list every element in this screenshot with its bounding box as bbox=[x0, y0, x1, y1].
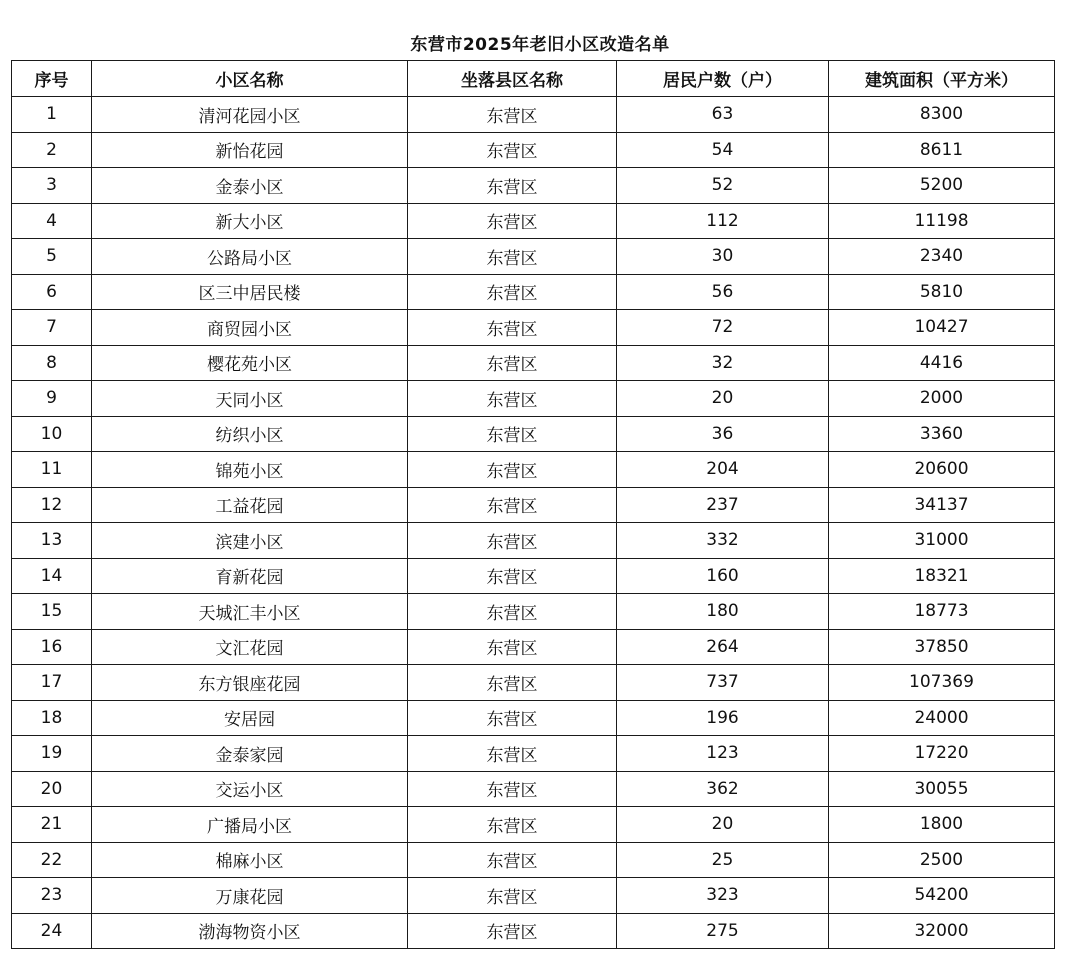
header-district-name: 坐落县区名称 bbox=[408, 61, 617, 97]
cell-district-name: 东营区 bbox=[408, 132, 617, 168]
cell-serial-number: 14 bbox=[12, 558, 92, 594]
header-community-name: 小区名称 bbox=[92, 61, 408, 97]
table-row bbox=[12, 736, 1055, 772]
table-body bbox=[12, 97, 1055, 949]
cell-serial-number: 12 bbox=[12, 487, 92, 523]
cell-serial-number: 3 bbox=[12, 168, 92, 204]
cell-district-name: 东营区 bbox=[408, 381, 617, 417]
cell-floor-area: 30055 bbox=[829, 771, 1055, 807]
cell-serial-number: 19 bbox=[12, 736, 92, 772]
cell-community-name: 棉麻小区 bbox=[92, 842, 408, 878]
cell-community-name: 滨建小区 bbox=[92, 523, 408, 559]
cell-district-name: 东营区 bbox=[408, 665, 617, 701]
cell-community-name: 万康花园 bbox=[92, 878, 408, 914]
cell-district-name: 东营区 bbox=[408, 239, 617, 275]
cell-district-name: 东营区 bbox=[408, 487, 617, 523]
cell-floor-area: 10427 bbox=[829, 310, 1055, 346]
table-row bbox=[12, 842, 1055, 878]
cell-district-name: 东营区 bbox=[408, 558, 617, 594]
cell-households: 20 bbox=[617, 807, 829, 843]
cell-households: 32 bbox=[617, 345, 829, 381]
cell-households: 323 bbox=[617, 878, 829, 914]
cell-district-name: 东营区 bbox=[408, 842, 617, 878]
document-title: 东营市2025年老旧小区改造名单 bbox=[410, 35, 670, 55]
cell-households: 737 bbox=[617, 665, 829, 701]
table-row bbox=[12, 594, 1055, 630]
cell-floor-area: 5810 bbox=[829, 274, 1055, 310]
cell-serial-number: 5 bbox=[12, 239, 92, 275]
cell-households: 20 bbox=[617, 381, 829, 417]
cell-district-name: 东营区 bbox=[408, 345, 617, 381]
cell-serial-number: 17 bbox=[12, 665, 92, 701]
table-row bbox=[12, 452, 1055, 488]
cell-floor-area: 18773 bbox=[829, 594, 1055, 630]
cell-households: 180 bbox=[617, 594, 829, 630]
table-row bbox=[12, 97, 1055, 133]
table-row bbox=[12, 239, 1055, 275]
cell-community-name: 交运小区 bbox=[92, 771, 408, 807]
cell-community-name: 新大小区 bbox=[92, 203, 408, 239]
table-row bbox=[12, 487, 1055, 523]
cell-households: 275 bbox=[617, 913, 829, 949]
cell-households: 204 bbox=[617, 452, 829, 488]
cell-community-name: 樱花苑小区 bbox=[92, 345, 408, 381]
cell-floor-area: 5200 bbox=[829, 168, 1055, 204]
cell-district-name: 东营区 bbox=[408, 452, 617, 488]
cell-district-name: 东营区 bbox=[408, 629, 617, 665]
cell-district-name: 东营区 bbox=[408, 736, 617, 772]
cell-serial-number: 22 bbox=[12, 842, 92, 878]
cell-district-name: 东营区 bbox=[408, 878, 617, 914]
table-row bbox=[12, 913, 1055, 949]
cell-district-name: 东营区 bbox=[408, 203, 617, 239]
cell-community-name: 纺织小区 bbox=[92, 416, 408, 452]
cell-community-name: 金泰家园 bbox=[92, 736, 408, 772]
cell-floor-area: 107369 bbox=[829, 665, 1055, 701]
table-row bbox=[12, 203, 1055, 239]
cell-floor-area: 37850 bbox=[829, 629, 1055, 665]
cell-households: 362 bbox=[617, 771, 829, 807]
cell-community-name: 锦苑小区 bbox=[92, 452, 408, 488]
cell-households: 72 bbox=[617, 310, 829, 346]
table-row bbox=[12, 274, 1055, 310]
table-row bbox=[12, 771, 1055, 807]
cell-district-name: 东营区 bbox=[408, 416, 617, 452]
cell-district-name: 东营区 bbox=[408, 523, 617, 559]
cell-serial-number: 2 bbox=[12, 132, 92, 168]
cell-households: 332 bbox=[617, 523, 829, 559]
cell-serial-number: 18 bbox=[12, 700, 92, 736]
cell-community-name: 育新花园 bbox=[92, 558, 408, 594]
header-floor-area: 建筑面积（平方米） bbox=[829, 61, 1055, 97]
table-row bbox=[12, 878, 1055, 914]
cell-floor-area: 8300 bbox=[829, 97, 1055, 133]
table-row bbox=[12, 665, 1055, 701]
cell-district-name: 东营区 bbox=[408, 274, 617, 310]
table-row bbox=[12, 310, 1055, 346]
cell-community-name: 广播局小区 bbox=[92, 807, 408, 843]
cell-community-name: 渤海物资小区 bbox=[92, 913, 408, 949]
table-header-row bbox=[12, 61, 1055, 97]
cell-serial-number: 9 bbox=[12, 381, 92, 417]
cell-serial-number: 16 bbox=[12, 629, 92, 665]
cell-serial-number: 11 bbox=[12, 452, 92, 488]
renovation-list-table bbox=[11, 60, 1055, 949]
cell-community-name: 工益花园 bbox=[92, 487, 408, 523]
cell-district-name: 东营区 bbox=[408, 807, 617, 843]
cell-households: 52 bbox=[617, 168, 829, 204]
cell-community-name: 公路局小区 bbox=[92, 239, 408, 275]
cell-community-name: 金泰小区 bbox=[92, 168, 408, 204]
cell-floor-area: 34137 bbox=[829, 487, 1055, 523]
table-row bbox=[12, 629, 1055, 665]
cell-serial-number: 20 bbox=[12, 771, 92, 807]
cell-households: 36 bbox=[617, 416, 829, 452]
cell-community-name: 清河花园小区 bbox=[92, 97, 408, 133]
cell-serial-number: 23 bbox=[12, 878, 92, 914]
cell-district-name: 东营区 bbox=[408, 700, 617, 736]
cell-serial-number: 6 bbox=[12, 274, 92, 310]
cell-floor-area: 18321 bbox=[829, 558, 1055, 594]
cell-serial-number: 4 bbox=[12, 203, 92, 239]
table-row bbox=[12, 807, 1055, 843]
table-row bbox=[12, 168, 1055, 204]
cell-floor-area: 54200 bbox=[829, 878, 1055, 914]
cell-households: 237 bbox=[617, 487, 829, 523]
cell-floor-area: 2000 bbox=[829, 381, 1055, 417]
cell-households: 25 bbox=[617, 842, 829, 878]
table-row bbox=[12, 381, 1055, 417]
cell-community-name: 区三中居民楼 bbox=[92, 274, 408, 310]
cell-community-name: 文汇花园 bbox=[92, 629, 408, 665]
table-row bbox=[12, 523, 1055, 559]
cell-district-name: 东营区 bbox=[408, 168, 617, 204]
cell-serial-number: 13 bbox=[12, 523, 92, 559]
cell-floor-area: 31000 bbox=[829, 523, 1055, 559]
cell-community-name: 安居园 bbox=[92, 700, 408, 736]
cell-community-name: 商贸园小区 bbox=[92, 310, 408, 346]
cell-households: 123 bbox=[617, 736, 829, 772]
table-row bbox=[12, 132, 1055, 168]
cell-households: 30 bbox=[617, 239, 829, 275]
cell-floor-area: 17220 bbox=[829, 736, 1055, 772]
cell-district-name: 东营区 bbox=[408, 310, 617, 346]
cell-district-name: 东营区 bbox=[408, 771, 617, 807]
cell-floor-area: 1800 bbox=[829, 807, 1055, 843]
table-row bbox=[12, 700, 1055, 736]
cell-floor-area: 4416 bbox=[829, 345, 1055, 381]
cell-district-name: 东营区 bbox=[408, 97, 617, 133]
cell-households: 264 bbox=[617, 629, 829, 665]
cell-floor-area: 20600 bbox=[829, 452, 1055, 488]
cell-district-name: 东营区 bbox=[408, 913, 617, 949]
cell-households: 63 bbox=[617, 97, 829, 133]
table-row bbox=[12, 345, 1055, 381]
cell-floor-area: 11198 bbox=[829, 203, 1055, 239]
table-row bbox=[12, 558, 1055, 594]
cell-district-name: 东营区 bbox=[408, 594, 617, 630]
header-serial-number: 序号 bbox=[12, 61, 92, 97]
cell-serial-number: 8 bbox=[12, 345, 92, 381]
cell-floor-area: 3360 bbox=[829, 416, 1055, 452]
cell-floor-area: 2500 bbox=[829, 842, 1055, 878]
cell-households: 56 bbox=[617, 274, 829, 310]
cell-floor-area: 8611 bbox=[829, 132, 1055, 168]
cell-serial-number: 7 bbox=[12, 310, 92, 346]
cell-serial-number: 21 bbox=[12, 807, 92, 843]
cell-serial-number: 15 bbox=[12, 594, 92, 630]
cell-serial-number: 10 bbox=[12, 416, 92, 452]
cell-households: 54 bbox=[617, 132, 829, 168]
header-households: 居民户数（户） bbox=[617, 61, 829, 97]
cell-households: 112 bbox=[617, 203, 829, 239]
cell-households: 196 bbox=[617, 700, 829, 736]
cell-community-name: 东方银座花园 bbox=[92, 665, 408, 701]
cell-serial-number: 1 bbox=[12, 97, 92, 133]
cell-floor-area: 32000 bbox=[829, 913, 1055, 949]
cell-floor-area: 2340 bbox=[829, 239, 1055, 275]
cell-community-name: 天城汇丰小区 bbox=[92, 594, 408, 630]
cell-serial-number: 24 bbox=[12, 913, 92, 949]
cell-households: 160 bbox=[617, 558, 829, 594]
cell-community-name: 新怡花园 bbox=[92, 132, 408, 168]
table-row bbox=[12, 416, 1055, 452]
cell-floor-area: 24000 bbox=[829, 700, 1055, 736]
cell-community-name: 天同小区 bbox=[92, 381, 408, 417]
